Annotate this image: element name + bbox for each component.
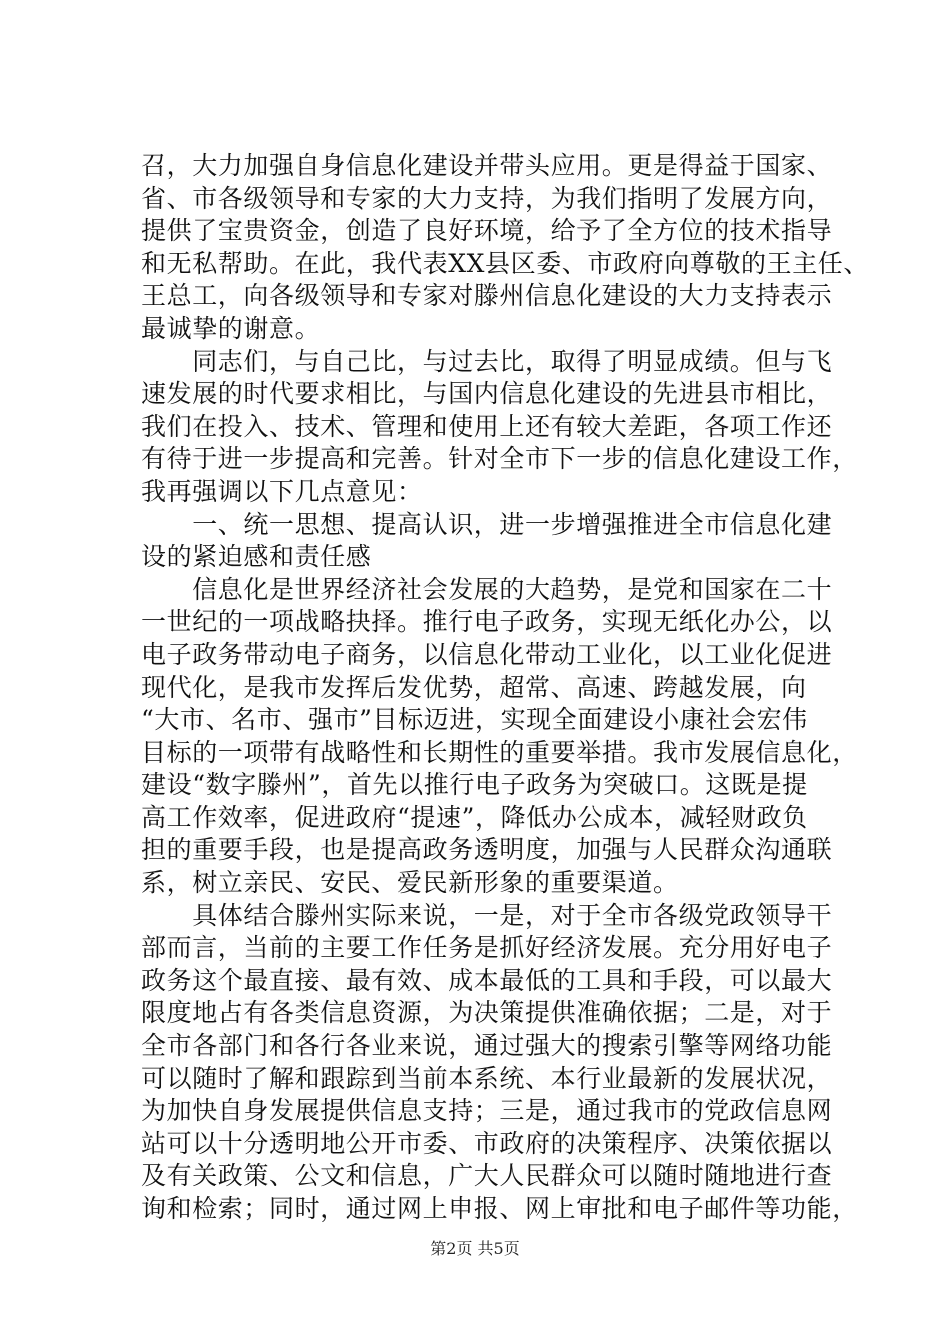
- text-line: 询和检索；同时，通过网上申报、网上审批和电子邮件等功能，: [141, 1194, 858, 1223]
- text-line: 及有关政策、公文和信息，广大人民群众可以随时随地进行查: [141, 1161, 833, 1191]
- text-line: 担的重要手段，也是提高政务透明度，加强与人民群众沟通联: [141, 835, 833, 865]
- text-line: 具体结合滕州实际来说，一是，对于全市各级党政领导干: [141, 900, 833, 930]
- text-line: 建设“数字滕州”，首先以推行电子政务为突破口。这既是提: [141, 770, 808, 800]
- text-line: 限度地占有各类信息资源，为决策提供准确依据；二是，对于: [141, 998, 833, 1028]
- page-number-footer: 第2页 共5页: [430, 1239, 520, 1258]
- text-line: 速发展的时代要求相比，与国内信息化建设的先进县市相比，: [141, 379, 833, 409]
- text-line: 提供了宝贵资金，创造了良好环境，给予了全方位的技术指导: [141, 216, 833, 246]
- section-heading-line: 一、统一思想、提高认识，进一步增强推进全市信息化建: [141, 509, 833, 539]
- text-line: “大市、名市、强市”目标迈进，实现全面建设小康社会宏伟: [141, 705, 808, 735]
- text-line: 最诚挚的谢意。: [141, 313, 321, 343]
- text-line: 一世纪的一项战略抉择。推行电子政务，实现无纸化办公，以: [141, 607, 833, 637]
- text-line: 政务这个最直接、最有效、成本最低的工具和手段，可以最大: [141, 965, 833, 995]
- text-line: 部而言，当前的主要工作任务是抓好经济发展。充分用好电子: [141, 933, 833, 963]
- document-body: [141, 150, 869, 1226]
- text-line: 有待于进一步提高和完善。针对全市下一步的信息化建设工作，: [141, 444, 858, 474]
- text-line: 现代化，是我市发挥后发优势，超常、高速、跨越发展，向: [141, 672, 807, 702]
- text-line: 高工作效率，促进政府“提速”，降低办公成本，减轻财政负: [141, 802, 808, 832]
- text-line: 站可以十分透明地公开市委、市政府的决策程序、决策依据以: [141, 1128, 833, 1158]
- text-line: 召，大力加强自身信息化建设并带头应用。更是得益于国家、: [141, 151, 833, 180]
- text-line: 为加快自身发展提供信息支持；三是，通过我市的党政信息网: [141, 1096, 833, 1126]
- text-line: 目标的一项带有战略性和长期性的重要举措。我市发展信息化，: [141, 737, 858, 767]
- text-line: 我们在投入、技术、管理和使用上还有较大差距，各项工作还: [141, 411, 833, 441]
- text-line: 省、市各级领导和专家的大力支持，为我们指明了发展方向，: [141, 183, 833, 213]
- text-line: 同志们，与自己比，与过去比，取得了明显成绩。但与飞: [141, 346, 833, 376]
- section-heading-line: 设的紧迫感和责任感: [141, 542, 372, 572]
- text-line: 可以随时了解和跟踪到当前本系统、本行业最新的发展状况，: [141, 1063, 833, 1093]
- text-line: 全市各部门和各行各业来说，通过强大的搜索引擎等网络功能: [141, 1031, 833, 1061]
- text-line: 电子政务带动电子商务，以信息化带动工业化，以工业化促进: [141, 639, 833, 669]
- text-line: 我再强调以下几点意见：: [141, 476, 423, 506]
- text-line: 信息化是世界经济社会发展的大趋势，是党和国家在二十: [141, 574, 833, 604]
- text-line: 和无私帮助。在此，我代表XX县区委、市政府向尊敬的王主任、: [141, 248, 869, 278]
- text-line: 王总工，向各级领导和专家对滕州信息化建设的大力支持表示: [141, 281, 833, 311]
- text-line: 系，树立亲民、安民、爱民新形象的重要渠道。: [141, 868, 679, 898]
